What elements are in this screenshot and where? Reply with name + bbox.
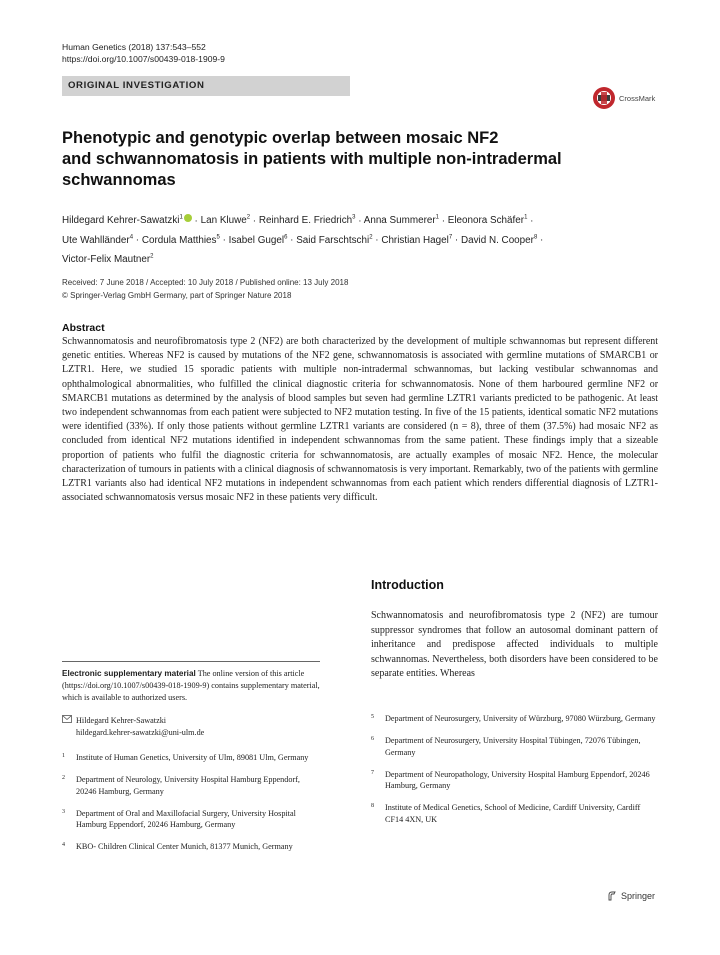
author-name xyxy=(381,235,452,246)
author-affiliation-mark: 6 xyxy=(284,234,288,241)
crossmark-icon xyxy=(592,86,616,110)
dates-line: Received: 7 June 2018 / Accepted: 10 July 2018 / Published online: 13 July 2018 xyxy=(62,278,349,287)
author-name-text: David N. Cooper xyxy=(460,234,534,246)
author-name xyxy=(259,215,356,226)
affiliation-item xyxy=(62,808,320,831)
abstract-body: Schwannomatosis and neurofibromatosis type 2 (NF2) are both characterized by the development of multiple schwannomas but represent different genetic entities. Whereas NF2 is caused by mutations of the NF2 gene, schwannomatosis is associated with germline mutations of SMARCB1 or LZTR1. Here, we studied 15 sporadic patients with multiple non-intradermal schwannomas, but lacking vestibular schwannomas and ophthalmological abnormalities, who fulfilled the clinical diagnostic criteria for schwannomatosis. None of them harboured germline NF2 or SMARCB1 mutations as determined by the analysis of blood samples but seven had germline LZTR1 variants predicted to be pathogenic. At least two independent schwannomas from each patient were subjected to NF2 mutation testing. In five of the 15 patients, identical somatic NF2 mutations were identified (33%). If only those patients without germline LZTR1 variants are considered (n = 8), three of them (37.5%) had mosaic NF2 as concluded from identical NF2 mutations identified in independent schwannomas from the same patient. These findings imply that a sizeable proportion of patients who fulfil the diagnostic criteria for schwannomatosis, are actually examples of mosaic NF2. Hence, the molecular characterization of tumours in patients with a clinical diagnosis of schwannomatosis is very important. Remarkably, two of the patients with germline LZTR1 variants also had identical NF2 mutations in independent schwannomas from each patient which renders differential diagnosis of LZTR1-associated schwannomatosis versus mosaic NF2 in these patients very difficult. xyxy=(62,336,658,504)
title-line: schwannomas xyxy=(62,171,176,189)
author-affiliation-mark: 3 xyxy=(352,215,356,221)
author-name-text: Victor-Felix Mautner xyxy=(62,253,151,265)
author-name xyxy=(201,215,250,226)
article-category: ORIGINAL INVESTIGATION xyxy=(62,76,350,96)
article-title xyxy=(62,128,582,191)
title-line: Phenotypic and genotypic overlap between mosaic NF2 xyxy=(62,129,499,147)
author-name xyxy=(62,215,192,226)
author-name-text: Said Farschtschi xyxy=(296,234,370,246)
journal-citation xyxy=(62,41,225,65)
affiliation-text: Department of Neurology, University Hospital Hamburg Eppendorf, 20246 Hamburg, Germany xyxy=(76,775,300,796)
affiliation-item xyxy=(371,769,658,792)
publisher-logo xyxy=(606,890,655,902)
affiliation-item xyxy=(62,841,320,853)
copyright-line: © Springer-Verlag GmbH Germany, part of Springer Nature 2018 xyxy=(62,290,292,300)
affiliation-item xyxy=(62,752,320,764)
author-name-text: Isabel Gugel xyxy=(228,234,285,246)
publisher-name: Springer xyxy=(621,891,656,901)
author-name-text: Lan Kluwe xyxy=(200,215,247,227)
affiliation-text: Institute of Human Genetics, University of Ulm, 89081 Ulm, Germany xyxy=(76,753,309,762)
affiliation-text: Department of Neurosurgery, University Hospital Tübingen, 72076 Tübingen, Germany xyxy=(385,736,641,757)
crossmark-label: CrossMark xyxy=(619,93,656,103)
title-line: and schwannomatosis in patients with multiple non-intradermal xyxy=(62,150,562,168)
affiliation-text: Institute of Medical Genetics, School of Medicine, Cardiff University, Cardiff CF14 4XN, UK xyxy=(385,803,641,824)
author-name xyxy=(296,235,372,246)
author-list: Hildegard Kehrer-Sawatzki$^1$ · Lan Kluwe$^2$ · Reinhard E. Friedrich$^3$ · Anna Summerer$^1$ · Eleonora Schäfer$^1$ · Ute Wahlländer$^4$ · Cordula Matthies$^5$ · Isabel Gugel$^6$ · Said Farschtschi$^2$ · Christian Hagel$^7$ · David N. Cooper$^8$ · Victor-Felix Mautner$^2$ xyxy=(62,215,544,265)
affiliation-item xyxy=(371,713,658,725)
affiliation-number: 8 xyxy=(371,803,374,809)
author-affiliation-mark: 1 xyxy=(179,215,183,221)
affiliation-text: Department of Neurosurgery, University of Würzburg, 97080 Würzburg, Germany xyxy=(385,714,656,723)
supplementary-label: Electronic supplementary material xyxy=(62,669,196,678)
affiliation-number: 6 xyxy=(371,736,374,742)
author-name xyxy=(62,235,133,246)
author-name xyxy=(229,235,288,246)
introduction-body: Schwannomatosis and neurofibromatosis type 2 (NF2) are tumour suppressor syndromes that follow an autosomal dominant pattern of inheritance and predispose affected individuals to multiple schwannomas. Nevertheless, both disorders have been considered to be separate entities. Whereas xyxy=(371,610,658,679)
author-affiliation-mark: 1 xyxy=(435,215,439,221)
author-name xyxy=(364,215,439,226)
author-email-link[interactable]: hildegard.kehrer-sawatzki@uni-ulm.de xyxy=(76,728,205,737)
author-affiliation-mark: 2 xyxy=(246,215,251,221)
publication-dates xyxy=(62,277,348,302)
author-affiliation-mark: 4 xyxy=(129,234,134,241)
abstract-heading: Abstract xyxy=(62,322,105,334)
corresponding-author: Hildegard Kehrer-Sawatzki xyxy=(76,716,167,725)
affiliation-text: Department of Neuropathology, University Hospital Hamburg Eppendorf, 20246 Hamburg, Germany xyxy=(385,769,650,790)
author-name-text: Cordula Matthies xyxy=(141,234,217,246)
author-name xyxy=(62,254,154,265)
affiliation-text: Department of Oral and Maxillofacial Surgery, University Hospital Hamburg Eppendorf, 20246 Hamburg, Germany xyxy=(76,808,296,829)
crossmark-badge[interactable] xyxy=(592,86,655,110)
affiliation-text: KBO- Children Clinical Center Munich, 81377 Munich, Germany xyxy=(76,842,293,851)
author-name-text: Hildegard Kehrer-Sawatzki xyxy=(62,215,180,227)
author-affiliation-mark: 1 xyxy=(524,215,528,221)
affiliations-left xyxy=(62,752,320,863)
affiliation-number: 7 xyxy=(371,769,374,776)
doi-link[interactable]: https://doi.org/10.1007/s00439-018-1909-9 xyxy=(62,54,225,64)
author-name-text: Christian Hagel xyxy=(381,234,449,246)
author-name-text: Eleonora Schäfer xyxy=(447,215,525,227)
author-affiliation-mark: 8 xyxy=(533,234,538,241)
author-affiliation-mark: 5 xyxy=(216,234,220,241)
journal-line: Human Genetics (2018) 137:543–552 xyxy=(62,42,206,52)
affiliation-item xyxy=(371,735,658,758)
orcid-icon[interactable] xyxy=(184,214,192,222)
author-affiliation-mark: 7 xyxy=(448,234,453,241)
affiliation-number: 5 xyxy=(371,714,374,720)
author-name-text: Anna Summerer xyxy=(363,215,436,227)
affiliation-number: 4 xyxy=(62,842,65,848)
affiliation-item xyxy=(62,774,320,797)
author-affiliation-mark: 2 xyxy=(150,253,154,260)
author-name xyxy=(461,235,537,246)
affiliation-number: 3 xyxy=(62,808,65,815)
author-affiliation-mark: 2 xyxy=(369,234,373,241)
footnote-divider xyxy=(62,661,320,662)
affiliation-number: 2 xyxy=(62,775,65,781)
affiliations-right xyxy=(371,713,658,836)
author-name-text: Reinhard E. Friedrich xyxy=(258,215,353,227)
affiliation-item xyxy=(371,802,658,825)
correspondence xyxy=(62,715,320,739)
author-name xyxy=(448,215,528,226)
introduction-heading: Introduction xyxy=(371,578,444,592)
supplementary-text: The online version of this article (https://doi.org/10.1007/s00439-018-1909-9) contains supplementary material, which is available to authorized users. xyxy=(62,669,320,702)
supplementary-note xyxy=(62,668,320,704)
springer-horse-icon xyxy=(606,890,618,902)
affiliation-number: 1 xyxy=(62,753,65,759)
envelope-icon xyxy=(62,715,76,739)
author-name-text: Ute Wahlländer xyxy=(62,234,130,246)
author-name xyxy=(142,235,220,246)
